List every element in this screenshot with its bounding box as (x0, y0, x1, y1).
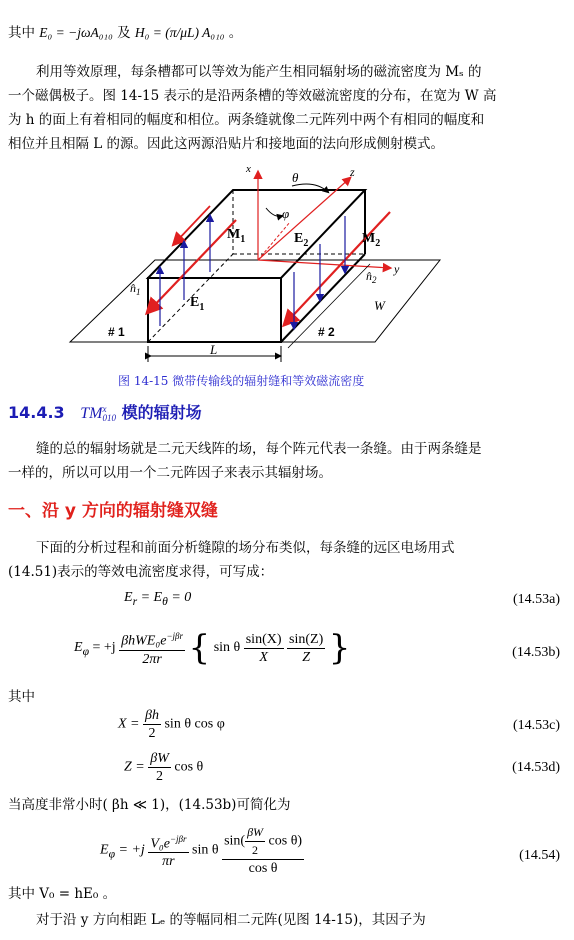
where-label-2: 其中 V₀ = hE₀ 。 (8, 886, 117, 902)
paragraph-array (8, 437, 564, 485)
label-slot1: # 1 (108, 325, 125, 339)
figure-caption: 图 14-15 微带传输线的辐射缝和等效磁流密度 (118, 374, 365, 388)
intro-end: 。 (228, 25, 243, 41)
where-label-1: 其中 (8, 689, 35, 705)
intro-and: 及 (117, 25, 131, 41)
paragraph-array-factor: 对于沿 y 方向相距 Lₑ 的等幅同相二元阵(见图 14-15)，其因子为 (36, 912, 426, 928)
para1-line-a: 利用等效原理，每条槽都可以等效为能产生相同辐射场的磁流密度为 Mₛ 的 (36, 64, 482, 80)
label-l: L (210, 342, 218, 357)
equation-number-14-54: (14.54) (519, 848, 560, 863)
label-n2: $n̂_2$ (366, 269, 377, 285)
para1-line-c: 为 h 的面上有着相同的幅度和相位。两条缝就像二元阵列中两个有相同的幅度和 (8, 112, 485, 128)
para2-line-b: 一样的，所以可以用一个二元阵因子来表示其辐射场。 (8, 465, 332, 481)
label-y-axis: y (394, 262, 400, 276)
label-w: W (374, 298, 385, 313)
para3-line-b: (14.51)表示的等效电流密度求得，可写成： (8, 564, 274, 580)
section-heading-14-4-3 (8, 400, 202, 423)
label-m2: $M_2$ (362, 231, 381, 249)
m1-current-arrow (174, 206, 210, 244)
section-heading-y-slots: 一、沿 y 方向的辐射缝双缝 (8, 501, 218, 521)
intro-prefix: 其中 (8, 25, 35, 41)
figure-14-15 (60, 160, 450, 365)
para2-line-a: 缝的总的辐射场就是二元天线阵的场，每个阵元代表一条缝。由于两条缝是 (36, 441, 482, 457)
intro-expr-h0: H₀ = (π/μL) A₀₁₀ (134, 25, 225, 40)
phi-arc (266, 208, 282, 216)
label-phi: φ (282, 206, 290, 221)
label-x-axis: x (246, 163, 251, 175)
label-slot2: # 2 (318, 325, 335, 339)
equation-number-14-53b: (14.53b) (512, 645, 560, 660)
label-z-axis: z (350, 165, 355, 179)
intro-expr-e0: E₀ = −jωA₀₁₀ (39, 25, 113, 40)
equation-number-14-53c: (14.53c) (512, 718, 560, 733)
y-axis (258, 260, 390, 268)
equation-14-53c: X = $\frac{\beta h}{2}$ sin θ cos φ (118, 708, 225, 741)
label-theta: θ (292, 170, 299, 185)
label-e2: $E_2$ (294, 231, 309, 249)
note-small-height: 当高度非常小时( βh ≪ 1)，(14.53b)可简化为 (8, 797, 291, 813)
label-m1: $M_1$ (227, 227, 246, 245)
equation-number-14-53d: (14.53d) (512, 760, 560, 775)
equation-14-53d: Z = $\frac{\beta W}{2}$ cos θ (124, 751, 204, 784)
mode-symbol: TM x 010 (80, 404, 116, 424)
para3-line-a: 下面的分析过程和前面分析缝隙的场分布类似，每条缝的远区电场用式 (36, 540, 455, 556)
box-front-face (148, 278, 281, 342)
para1-line-b: 一个磁偶极子。图 14-15 表示的是沿两条槽的等效磁流密度的分布，在宽为 W 高 (8, 88, 497, 104)
equation-number-14-53a: (14.53a) (512, 592, 560, 607)
equation-14-53a: $E_r = E_\theta = 0$ (124, 590, 192, 608)
para1-line-d: 相位并且相隔 L 的源。因此这两源沿贴片和接地面的法向形成侧射模式。 (8, 136, 445, 152)
equation-14-53b: $E_\varphi = +j$ $\frac{\beta hWE_0e^{-j\beta r}}{2\pi r}$ { sin θ $\frac{\sin(X)}{X}$ $\frac{\sin(Z)}{Z}$ } (74, 628, 351, 668)
equation-14-54: $E_\varphi = +j$ $\frac{V_0e^{-j\beta r}}{\pi r}$ sin θ sin( $\frac{\beta W}{2}$ cos θ) cos θ (100, 825, 303, 876)
section-number: 14.4.3 (8, 403, 65, 422)
label-n1: $n̂_1$ (130, 281, 141, 297)
paragraph-analysis (8, 536, 564, 584)
intro-line (8, 22, 242, 44)
paragraph-equivalence (8, 60, 564, 156)
section-title: 模的辐射场 (121, 403, 202, 422)
label-e1: $E_1$ (190, 295, 205, 313)
